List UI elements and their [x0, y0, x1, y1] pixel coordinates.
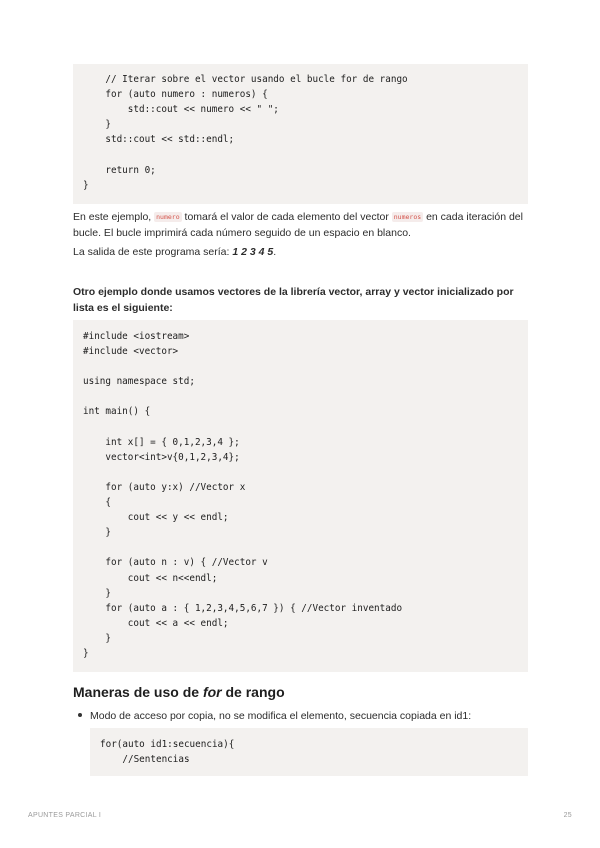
- code-line: for (auto a : { 1,2,3,4,5,6,7 }) { //Vector inventado: [83, 602, 403, 614]
- code-line: [83, 147, 528, 162]
- code-line: for(auto id1:secuencia){: [100, 739, 235, 750]
- code-line: #include <vector>: [83, 346, 179, 358]
- paragraph-text: tomará el valor de cada elemento del vector: [181, 211, 392, 223]
- code-line: //Sentencias: [100, 754, 190, 766]
- paragraph-text: .: [273, 246, 277, 258]
- code-line: return 0;: [83, 164, 156, 176]
- heading-text: de rango: [221, 684, 285, 700]
- paragraph-text: La salida de este programa sería:: [73, 246, 233, 258]
- code-line: [83, 465, 528, 480]
- code-line: int x[] = { 0,1,2,3,4 };: [83, 436, 240, 448]
- code-line: for (auto n : v) { //Vector v: [83, 557, 268, 569]
- code-line: for (auto numero : numeros) {: [83, 89, 268, 101]
- code-line: }: [83, 179, 89, 191]
- code-line: std::cout << numero << " ";: [83, 104, 279, 116]
- code-line: vector<int>v{0,1,2,3,4};: [83, 451, 240, 463]
- code-block-copy-access: [90, 728, 528, 776]
- code-line: #include <iostream>: [83, 331, 190, 342]
- program-output: 1 2 3 4 5: [232, 246, 274, 258]
- code-line: int main() {: [83, 406, 151, 418]
- heading-text: Maneras de uso de: [73, 684, 203, 700]
- code-line: using namespace std;: [83, 376, 195, 388]
- inline-code-numero: numero: [156, 213, 180, 221]
- page-number: 25: [563, 812, 572, 819]
- code-line: for (auto y:x) //Vector x: [83, 481, 246, 493]
- code-line: std::cout << std::endl;: [83, 134, 235, 146]
- code-line: {: [83, 497, 111, 509]
- list-item-text: Modo de acceso por copia, no se modifica el elemento, secuencia copiada en id1:: [90, 710, 472, 722]
- heading-emphasis: for: [202, 684, 222, 700]
- inline-code-numeros: numeros: [393, 213, 422, 221]
- code-line: }: [83, 647, 89, 659]
- code-block-range-for: [73, 64, 528, 204]
- code-line: cout << y << endl;: [83, 512, 229, 524]
- paragraph-output: [73, 244, 533, 260]
- code-line: cout << n<<endl;: [83, 572, 218, 584]
- code-line: cout << a << endl;: [83, 617, 229, 629]
- code-line: }: [83, 632, 111, 644]
- footer-title: APUNTES PARCIAL I: [28, 812, 102, 819]
- code-line: [83, 420, 528, 435]
- code-block-vectors-example: [73, 320, 528, 672]
- code-line: // Iterar sobre el vector usando el bucle for de rango: [83, 74, 408, 85]
- code-line: [83, 359, 528, 374]
- code-line: [83, 389, 528, 404]
- code-line: }: [83, 587, 111, 599]
- section-heading: [73, 684, 285, 700]
- paragraph-explanation: [73, 209, 533, 241]
- code-line: }: [83, 119, 111, 131]
- code-line: [83, 540, 528, 555]
- paragraph-text: En este ejemplo,: [73, 211, 155, 223]
- paragraph-intro-example: Otro ejemplo donde usamos vectores de la librería vector, array y vector inicializado por lista es el siguiente:: [73, 286, 514, 314]
- code-line: }: [83, 527, 111, 539]
- paragraph-text: en cada iteración del bucle. El bucle imprimirá cada número seguido de un espacio en blanco.: [73, 211, 523, 239]
- bullet-icon: [78, 713, 82, 717]
- list-item: [73, 708, 543, 724]
